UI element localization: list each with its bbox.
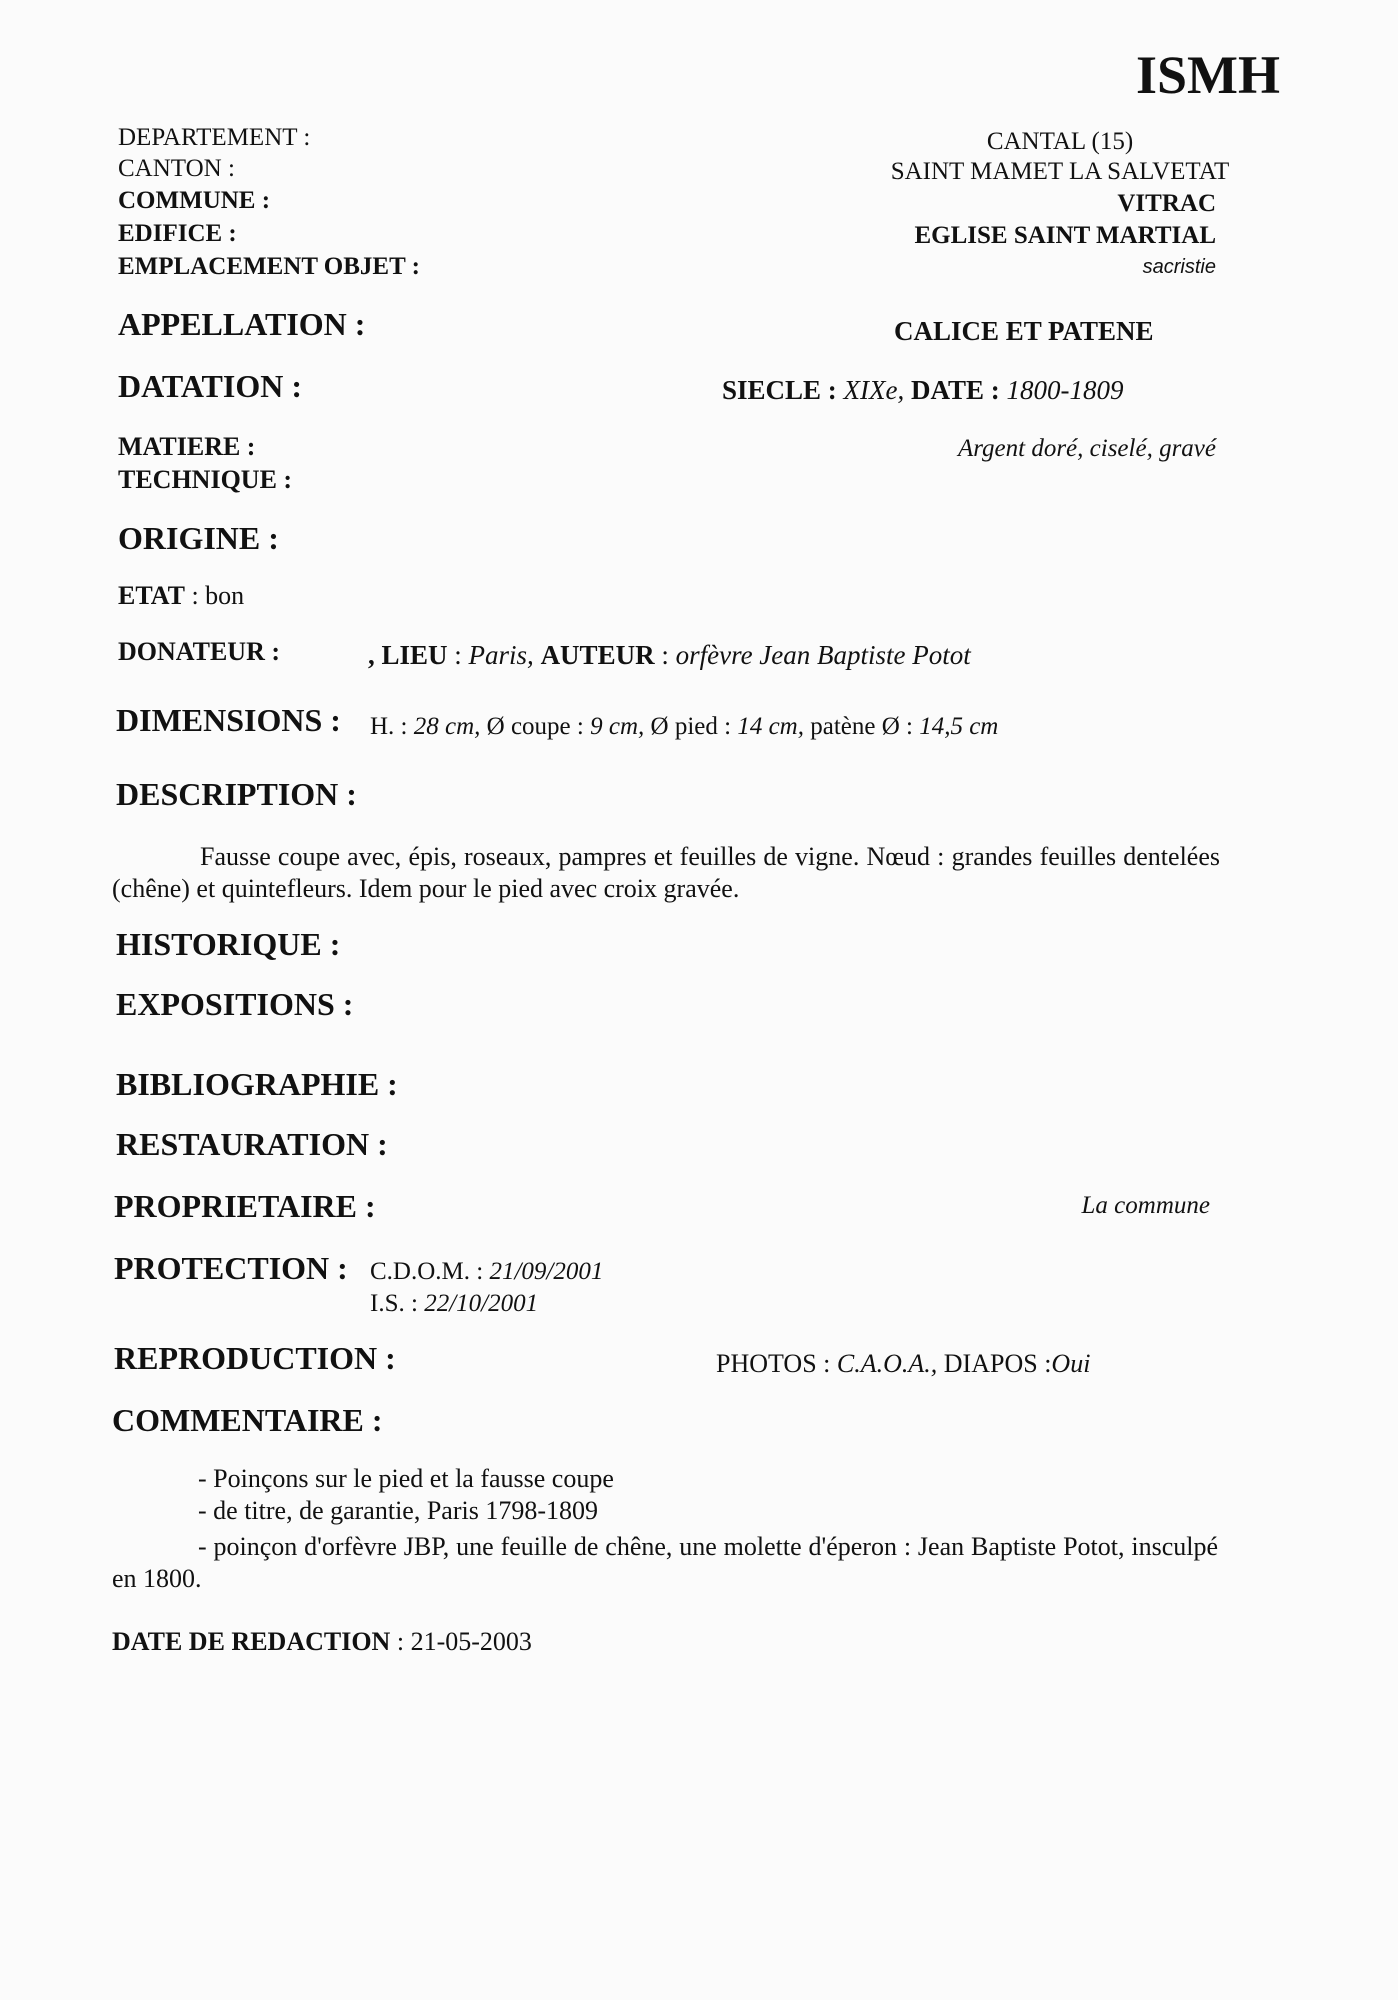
auteur-sep: :: [661, 640, 669, 670]
redaction-label: DATE DE REDACTION: [112, 1627, 391, 1656]
canton-value: SAINT MAMET LA SALVETAT: [890, 158, 1230, 185]
proprietaire-value: La commune: [1081, 1192, 1210, 1219]
document-title: ISMH: [1136, 45, 1281, 105]
matiere-label: MATIERE :: [118, 432, 256, 461]
photos-value: C.A.O.A.,: [836, 1349, 938, 1378]
restauration-label: RESTAURATION :: [116, 1126, 388, 1162]
coupe-label: Ø coupe :: [486, 713, 584, 740]
commentaire-line3: - poinçon d'orfèvre JBP, une feuille de chêne, une molette d'éperon : Jean Baptiste Potot, insculpé en 1800.: [112, 1532, 1218, 1593]
lieu-label: , LIEU: [368, 640, 448, 670]
pied-label: Ø pied :: [650, 713, 732, 740]
edifice-label: EDIFICE :: [118, 220, 237, 247]
emplacement-label: EMPLACEMENT OBJET :: [118, 253, 420, 280]
commune-label: COMMUNE :: [118, 187, 271, 214]
commentaire-label: COMMENTAIRE :: [112, 1402, 383, 1438]
donateur-details: [368, 640, 971, 671]
lieu-sep: :: [454, 640, 462, 670]
is-value: 22/10/2001: [424, 1290, 539, 1317]
patene-label: patène Ø :: [810, 713, 913, 740]
expositions-label: EXPOSITIONS :: [116, 986, 354, 1022]
protection-label: PROTECTION :: [114, 1250, 348, 1286]
appellation-label: APPELLATION :: [118, 306, 366, 342]
departement-value: CANTAL (15): [986, 128, 1134, 155]
is-label: I.S. :: [370, 1290, 418, 1317]
cdom-value: 21/09/2001: [489, 1258, 604, 1285]
historique-label: HISTORIQUE :: [116, 926, 341, 962]
canton-label: CANTON :: [118, 155, 235, 182]
commune-value: VITRAC: [1117, 190, 1216, 217]
dimensions-label: DIMENSIONS :: [116, 702, 341, 738]
commentaire-line2: - de titre, de garantie, Paris 1798-1809: [198, 1496, 598, 1525]
pied-value: 14 cm,: [737, 713, 804, 740]
reproduction-details: [716, 1349, 1090, 1379]
technique-label: TECHNIQUE :: [118, 465, 293, 494]
auteur-value: orfèvre Jean Baptiste Potot: [675, 640, 971, 670]
edifice-value: EGLISE SAINT MARTIAL: [914, 222, 1216, 249]
cdom-label: C.D.O.M. :: [370, 1258, 484, 1285]
donateur-label: DONATEUR :: [118, 637, 281, 666]
matiere-value: Argent doré, ciselé, gravé: [957, 435, 1216, 462]
redaction-row: [112, 1627, 532, 1657]
coupe-value: 9 cm,: [590, 713, 645, 740]
description-label: DESCRIPTION :: [116, 776, 357, 812]
siecle-value: XIXe,: [843, 375, 905, 405]
protection-cdom: [370, 1258, 603, 1286]
protection-is: [370, 1290, 538, 1318]
patene-value: 14,5 cm: [919, 713, 999, 740]
etat-label: ETAT: [118, 581, 185, 610]
siecle-label: SIECLE :: [722, 375, 837, 405]
etat-row: [118, 581, 244, 611]
date-value: 1800-1809: [1006, 375, 1124, 405]
commentaire-line1: - Poinçons sur le pied et la fausse coupe: [198, 1464, 614, 1493]
diapos-value: Oui: [1051, 1349, 1091, 1378]
departement-label: DEPARTEMENT :: [118, 124, 311, 151]
appellation-value: CALICE ET PATENE: [894, 316, 1154, 346]
redaction-value: : 21-05-2003: [396, 1627, 532, 1656]
origine-label: ORIGINE :: [118, 520, 279, 556]
h-label: H. :: [370, 713, 408, 740]
auteur-label: AUTEUR: [540, 640, 655, 670]
bibliographie-label: BIBLIOGRAPHIE :: [116, 1066, 398, 1102]
etat-value: : bon: [191, 581, 245, 610]
datation-label: DATATION :: [118, 368, 302, 404]
dimensions-values: [370, 713, 998, 741]
photos-label: PHOTOS :: [716, 1349, 831, 1378]
reproduction-label: REPRODUCTION :: [114, 1340, 396, 1376]
lieu-value: Paris,: [468, 640, 534, 670]
h-value: 28 cm,: [413, 713, 481, 740]
emplacement-value: sacristie: [1142, 256, 1216, 278]
proprietaire-label: PROPRIETAIRE :: [114, 1188, 376, 1224]
diapos-label: DIAPOS :: [943, 1349, 1052, 1378]
description-text: Fausse coupe avec, épis, roseaux, pampres et feuilles de vigne. Nœud : grandes feuilles dentelées (chêne) et quintefleurs. Idem pour le pied avec croix gravée.: [112, 842, 1220, 903]
datation-value: [722, 375, 1124, 406]
date-label: DATE :: [911, 375, 1000, 405]
